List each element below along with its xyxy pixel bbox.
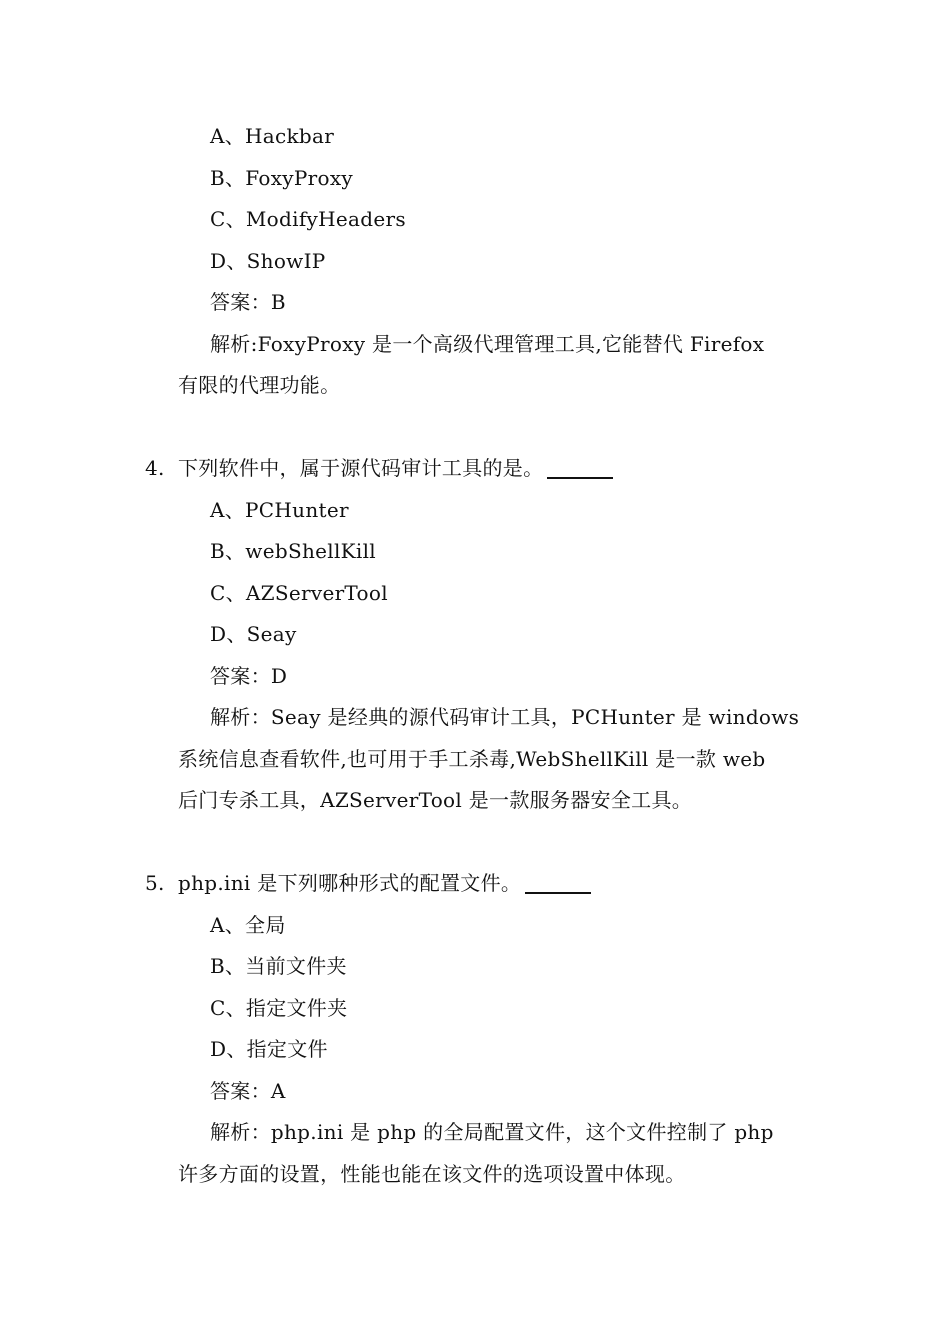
q4-answer-blank <box>547 457 613 479</box>
q5-explanation-line-2: 许多方面的设置，性能也能在该文件的选项设置中体现。 <box>178 1162 686 1186</box>
q3-explanation-line-1: 解析:FoxyProxy 是一个高级代理管理工具,它能替代 Firefox <box>210 332 765 356</box>
q5-option-d: D、指定文件 <box>210 1037 328 1061</box>
q4-answer: 答案：D <box>210 664 288 688</box>
q3-option-a: A、Hackbar <box>210 124 335 148</box>
q4-explanation-line-2: 系统信息查看软件,也可用于手工杀毒,WebShellKill 是一款 web <box>178 747 766 771</box>
q3-option-c: C、ModifyHeaders <box>210 207 406 231</box>
q4-explanation-line-3: 后门专杀工具，AZServerTool 是一款服务器安全工具。 <box>178 788 693 812</box>
q5-option-b: B、当前文件夹 <box>210 954 347 978</box>
q5-question <box>178 869 591 897</box>
q5-question-text: php.ini 是下列哪种形式的配置文件。 <box>178 871 522 895</box>
q4-option-c: C、AZServerTool <box>210 581 388 605</box>
q3-explanation-line-2: 有限的代理功能。 <box>178 373 341 397</box>
q4-explanation-line-1: 解析：Seay 是经典的源代码审计工具，PCHunter 是 windows <box>210 705 800 729</box>
q3-option-d: D、ShowIP <box>210 249 326 273</box>
q5-number: 5. <box>145 871 165 895</box>
q4-question <box>178 454 613 482</box>
q5-option-c: C、指定文件夹 <box>210 996 348 1020</box>
q5-answer: 答案：A <box>210 1079 286 1103</box>
q4-question-text: 下列软件中，属于源代码审计工具的是。 <box>178 456 544 480</box>
q5-answer-blank <box>525 872 591 894</box>
q4-option-a: A、PCHunter <box>210 498 349 522</box>
q3-option-b: B、FoxyProxy <box>210 166 354 190</box>
q4-option-d: D、Seay <box>210 622 297 646</box>
q4-number: 4. <box>145 456 165 480</box>
q5-option-a: A、全局 <box>210 913 286 937</box>
q4-option-b: B、webShellKill <box>210 539 376 563</box>
q3-answer: 答案：B <box>210 290 286 314</box>
q5-explanation-line-1: 解析：php.ini 是 php 的全局配置文件，这个文件控制了 php <box>210 1120 774 1144</box>
